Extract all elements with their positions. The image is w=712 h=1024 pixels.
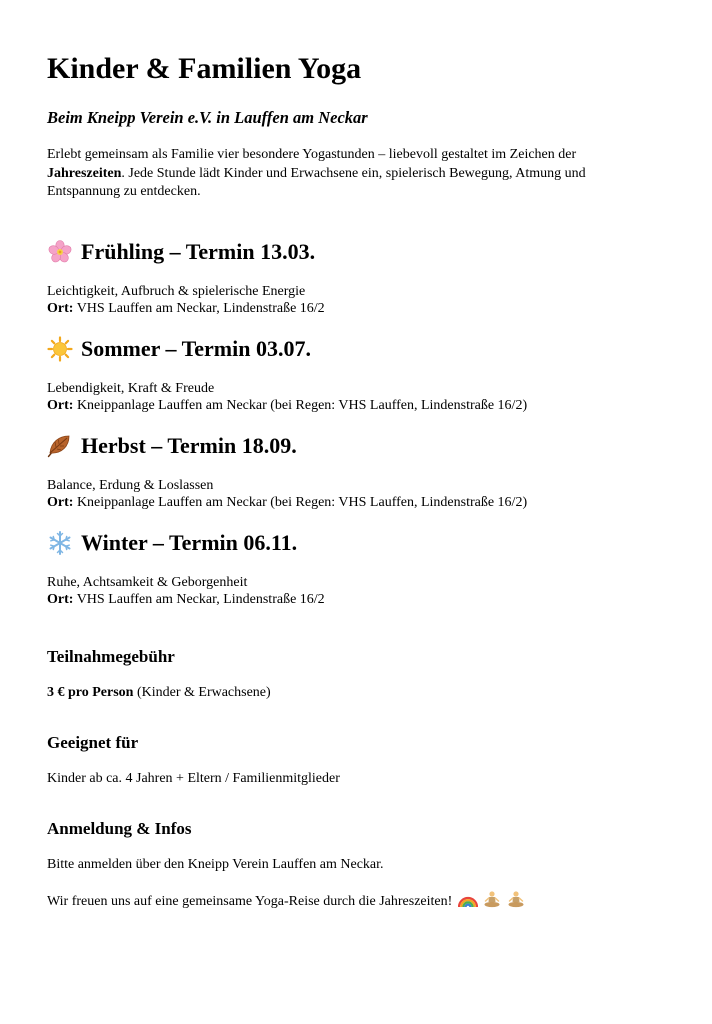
signup-heading: Anmeldung & Infos [47,818,192,838]
season-place: Kneippanlage Lauffen am Neckar (bei Regen: VHS Lauffen, Lindenstraße 16/2) [76,494,528,510]
fee-amount: 3 € pro Person [47,684,134,700]
page-title: Kinder & Familien Yoga [47,52,362,85]
person-in-lotus-position-icon [483,890,501,914]
season-details [47,574,672,608]
audience-text: Kinder ab ca. 4 Jahren + Eltern / Familienmitglieder [47,770,340,786]
season-heading [47,238,672,266]
page-subtitle: Beim Kneipp Verein e.V. in Lauffen am Neckar [47,108,368,127]
season-details [47,283,672,317]
season-place: Kneippanlage Lauffen am Neckar (bei Regen: VHS Lauffen, Lindenstraße 16/2) [76,397,528,413]
audience-heading: Geeignet für [47,732,139,752]
fee-text [47,684,672,702]
fee-note: (Kinder & Erwachsene) [133,684,271,700]
cherry-blossom-icon [47,239,73,265]
closing-sentence: Wir freuen uns auf eine gemeinsame Yoga-Reise durch die Jahreszeiten! [47,893,453,909]
place-label: Ort: [47,494,74,510]
place-label: Ort: [47,300,74,316]
season-theme: Balance, Erdung & Loslassen [47,477,214,493]
season-theme: Leichtigkeit, Aufbruch & spielerische Energie [47,283,306,299]
person-in-lotus-position-icon [507,890,525,914]
intro-text-end: . Jede Stunde lädt Kinder und Erwachsene ein, spielerisch Bewegung, Atmung und Entspannung zu entdecken. [47,165,586,199]
intro-highlight: Jahreszeiten [47,165,122,181]
season-details [47,380,672,414]
season-heading-text: Winter – Termin 06.11. [81,529,298,555]
place-label: Ort: [47,397,74,413]
place-label: Ort: [47,591,74,607]
intro-paragraph [47,146,647,202]
sun-icon [47,336,73,362]
season-place: VHS Lauffen am Neckar, Lindenstraße 16/2 [76,300,325,316]
season-heading-text: Frühling – Termin 13.03. [81,238,316,264]
season-details [47,477,672,511]
closing-text [47,890,672,914]
intro-text-start: Erlebt gemeinsam als Familie vier besondere Yogastunden – liebevoll gestaltet im Zeichen der [47,147,577,162]
season-heading-text: Sommer – Termin 03.07. [81,335,311,361]
season-theme: Lebendigkeit, Kraft & Freude [47,380,215,396]
season-theme: Ruhe, Achtsamkeit & Geborgenheit [47,574,248,590]
season-spring [47,238,672,317]
season-heading-text: Herbst – Termin 18.09. [81,432,297,458]
season-heading [47,529,672,557]
audience-section [47,732,672,788]
season-summer [47,335,672,414]
season-heading [47,335,672,363]
season-autumn [47,432,672,511]
fallen-leaf-icon [47,433,73,459]
fee-heading: Teilnahmegebühr [47,646,175,666]
signup-section [47,818,672,914]
snowflake-icon [47,530,73,556]
season-heading [47,432,672,460]
signup-text: Bitte anmelden über den Kneipp Verein Lauffen am Neckar. [47,856,384,872]
fee-section [47,646,672,702]
season-winter [47,529,672,608]
rainbow-icon [458,892,478,914]
season-place: VHS Lauffen am Neckar, Lindenstraße 16/2 [76,591,325,607]
